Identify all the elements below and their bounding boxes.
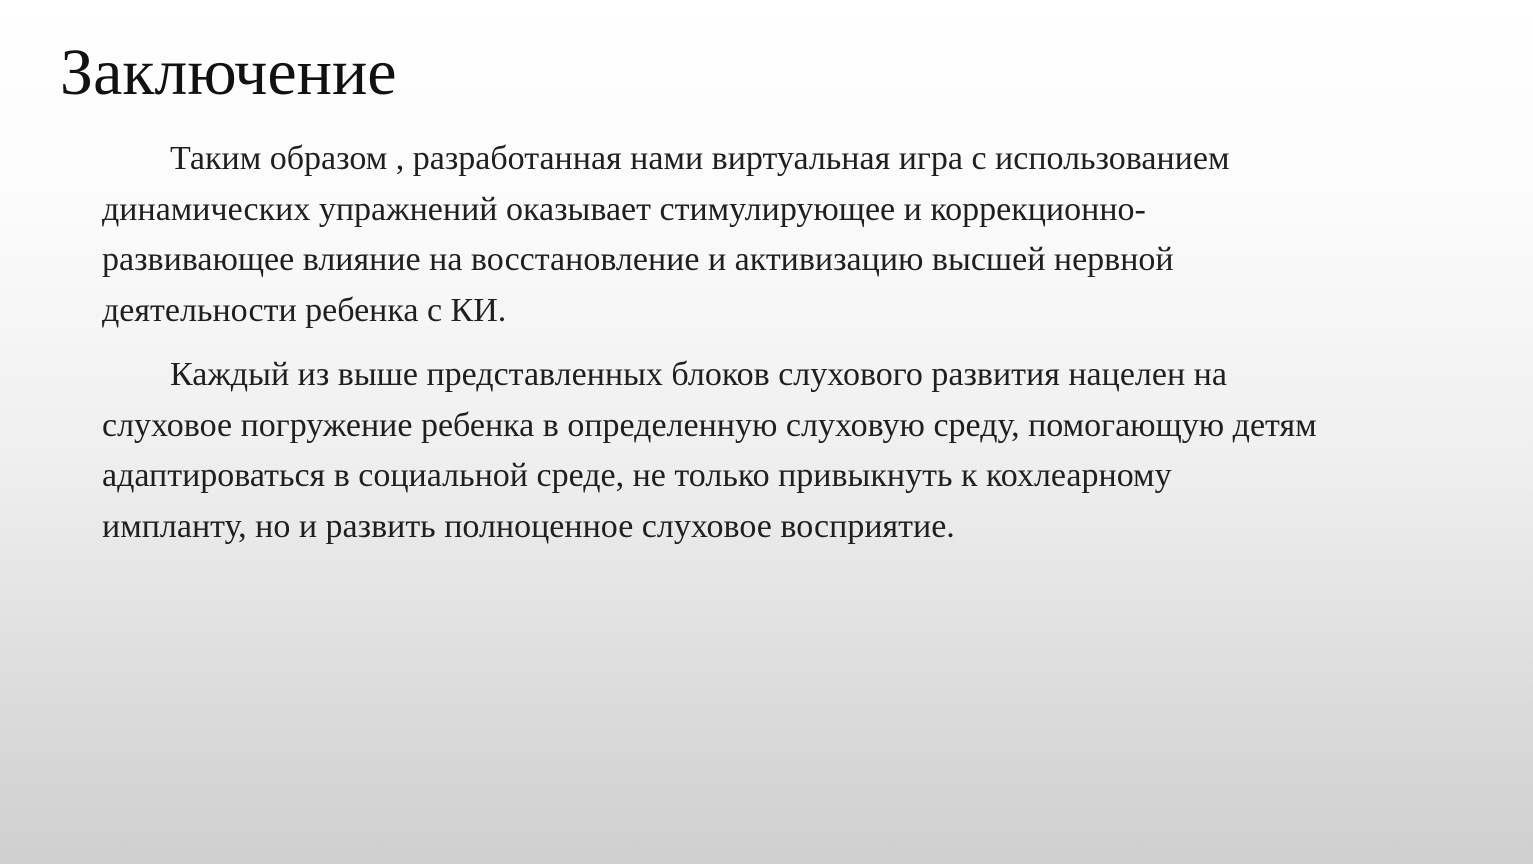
paragraph-1-line-2: динамических упражнений оказывает стимулирующее и коррекционно-: [102, 190, 1146, 228]
paragraph-1-line-4: деятельности ребенка с КИ.: [102, 291, 507, 329]
slide-body: [102, 134, 1474, 566]
slide-title: Заключение: [60, 36, 397, 109]
paragraph-1-line-3: развивающее влияние на восстановление и активизацию высшей нервной: [102, 241, 1174, 278]
paragraph-1: [102, 134, 1474, 336]
paragraph-2-line-1: Каждый из выше представленных блоков слухового развития нацелен на: [170, 356, 1227, 393]
paragraph-2-line-2: слуховое погружение ребенка в определенную слуховую среду, помогающую детям: [102, 406, 1317, 444]
paragraph-1-line-1: Таким образом , разработанная нами виртуальная игра с использованием: [170, 140, 1230, 177]
paragraph-2-line-3: адаптироваться в социальной среде, не только привыкнуть к кохлеарному: [102, 457, 1172, 494]
paragraph-2-line-4: импланту, но и развить полноценное слуховое восприятие.: [102, 507, 955, 545]
paragraph-2: [102, 350, 1474, 552]
